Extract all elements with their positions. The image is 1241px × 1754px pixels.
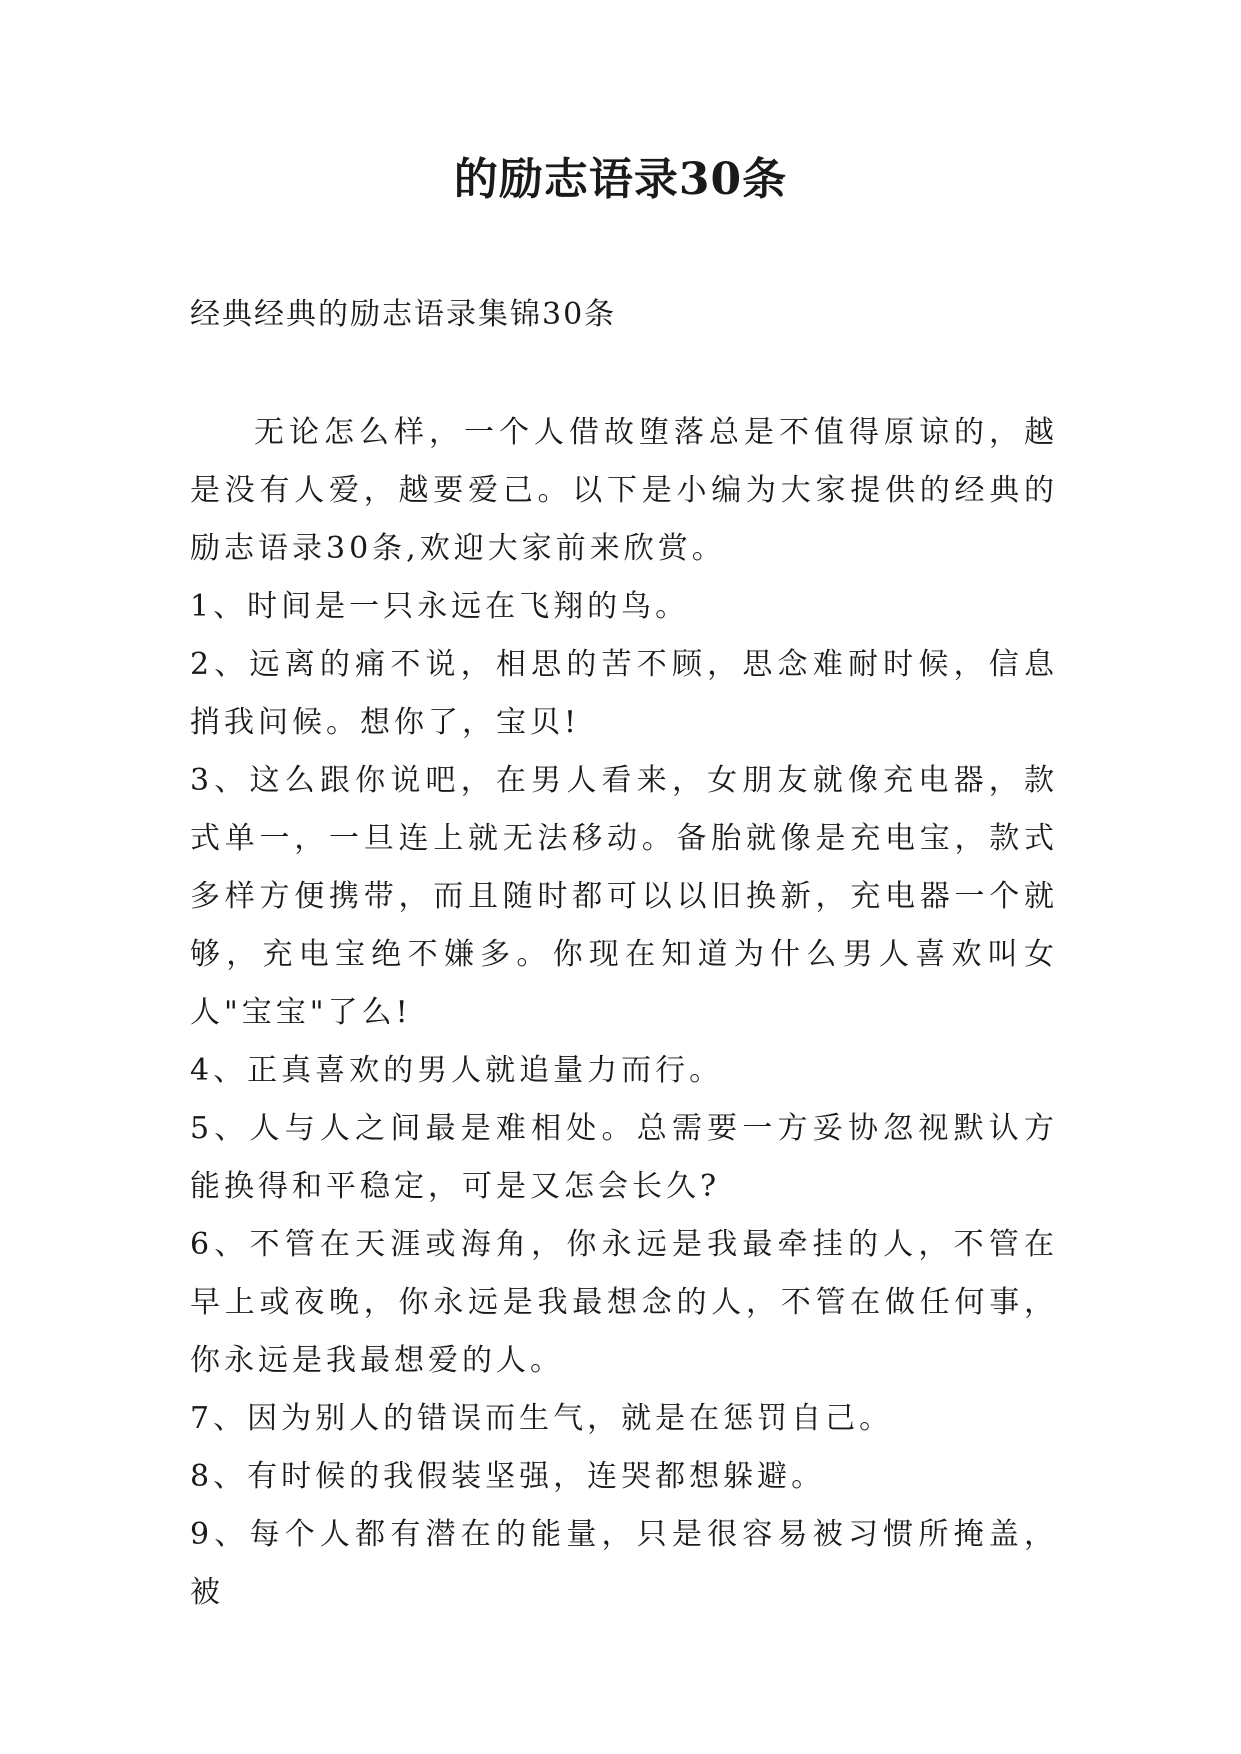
document-body (190, 404, 1058, 1622)
list-item: 6、不管在天涯或海角，你永远是我最牵挂的人，不管在早上或夜晚，你永远是我最想念的人，不管在做任何事，你永远是我最想爱的人。 (190, 1227, 1058, 1378)
document-subtitle: 经典经典的励志语录集锦30条 (190, 297, 617, 332)
list-item: 5、人与人之间最是难相处。总需要一方妥协忽视默认方能换得和平稳定，可是又怎会长久? (190, 1111, 1058, 1204)
list-item: 8、有时候的我假装坚强，连哭都想躲避。 (190, 1459, 826, 1494)
list-item: 7、因为别人的错误而生气，就是在惩罚自己。 (190, 1401, 894, 1436)
list-item: 2、远离的痛不说，相思的苦不顾，思念难耐时候，信息捎我问候。想你了，宝贝! (190, 647, 1058, 740)
page-title: 的励志语录30条 (453, 154, 788, 205)
list-item: 1、时间是一只永远在飞翔的鸟。 (190, 589, 690, 624)
list-item: 4、正真喜欢的男人就追量力而行。 (190, 1053, 724, 1088)
list-item: 9、每个人都有潜在的能量，只是很容易被习惯所掩盖，被 (190, 1517, 1058, 1610)
intro-paragraph: 无论怎么样，一个人借故堕落总是不值得原谅的，越是没有人爱，越要爱己。以下是小编为大家提供的经典的励志语录30条,欢迎大家前来欣赏。 (190, 415, 1058, 566)
list-item: 3、这么跟你说吧，在男人看来，女朋友就像充电器，款式单一，一旦连上就无法移动。备胎就像是充电宝，款式多样方便携带，而且随时都可以以旧换新，充电器一个就够，充电宝绝不嫌多。你现在知道为什么男人喜欢叫女人"宝宝"了么! (190, 763, 1058, 1030)
